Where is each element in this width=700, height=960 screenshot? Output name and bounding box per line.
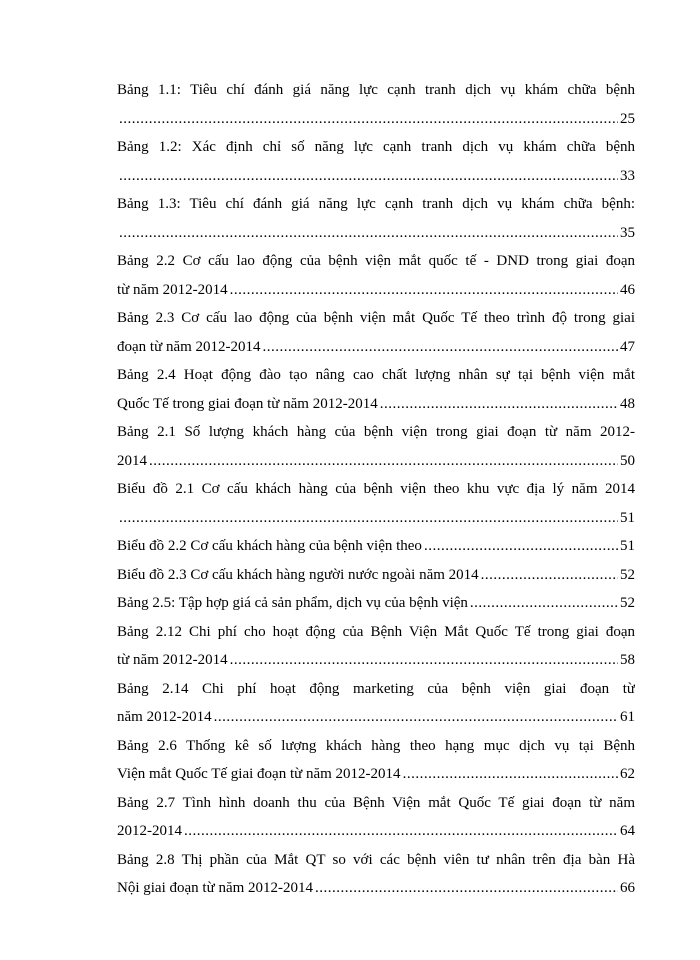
toc-entry[interactable] [117,190,635,247]
page-number: 25 [620,110,635,127]
page-number: 48 [620,395,635,412]
dot-leader [470,589,618,618]
entry-title: Bảng 2.7 Tình hình doanh thu của Bệnh Viện mắt Quốc Tế giai đoạn từ năm [117,794,635,811]
page-number: 33 [620,167,635,184]
entry-continuation: đoạn từ năm 2012-2014 [117,338,261,355]
page-number: 61 [620,709,635,725]
page-number: 64 [620,823,635,839]
entry-title: Bảng 2.6 Thống kê số lượng khách hàng theo hạng mục dịch vụ tại Bệnh [117,737,635,754]
entry-continuation: Nội giai đoạn từ năm 2012-2014 [117,880,314,896]
page-number: 52 [620,595,635,611]
dot-leader [403,760,618,789]
entry-title: Biểu đồ 2.1 Cơ cấu khách hàng của bệnh viện theo khu vực địa lý năm 2014 [117,481,635,497]
dot-leader [119,504,618,533]
dot-leader [119,162,618,191]
dot-leader [214,703,618,732]
toc-entry[interactable] [117,475,635,532]
page-number: 47 [620,338,635,355]
entry-continuation: từ năm 2012-2014 [117,281,228,298]
entry-title: Biểu đồ 2.3 Cơ cấu khách hàng người nước ngoài năm 2014 [117,566,479,583]
entry-continuation: Quốc Tế trong giai đoạn từ năm 2012-2014 [117,395,378,412]
toc-entry[interactable] [117,561,635,590]
toc-entry[interactable] [117,247,635,304]
page-number: 62 [620,766,635,782]
dot-leader [119,219,618,248]
toc-entry[interactable] [117,732,635,789]
page-number: 35 [620,224,635,241]
toc-entry[interactable] [117,133,635,190]
entry-title: Bảng 2.3 Cơ cấu lao động của bệnh viện mắt Quốc Tế theo trình độ trong giai [117,310,635,326]
toc-entry[interactable] [117,361,635,418]
page-number: 50 [620,452,635,469]
entry-continuation: năm 2012-2014 [117,709,212,725]
entry-continuation: Viện mắt Quốc Tế giai đoạn từ năm 2012-2014 [117,766,401,782]
toc-entry[interactable] [117,418,635,475]
dot-leader [230,646,618,675]
toc-entry[interactable] [117,618,635,675]
toc-entry[interactable] [117,846,635,903]
entry-continuation: 2014 [117,452,147,469]
dot-leader [380,390,618,419]
page-number: 66 [620,880,635,896]
entry-title: Bảng 2.5: Tập hợp giá cả sản phẩm, dịch vụ của bệnh viện [117,595,468,611]
toc-entry[interactable] [117,789,635,846]
toc-entry[interactable] [117,532,635,561]
entry-continuation: 2012-2014 [117,823,182,839]
page-number: 52 [620,566,635,583]
dot-leader [424,532,618,561]
entry-title: Biểu đồ 2.2 Cơ cấu khách hàng của bệnh viện theo [117,538,422,554]
toc-entry[interactable] [117,675,635,732]
entry-title: Bảng 2.14 Chi phí hoạt động marketing của bệnh viện giai đoạn từ [117,680,635,697]
list-of-tables [117,76,635,903]
page-number: 46 [620,281,635,298]
dot-leader [149,447,618,476]
entry-title: Bảng 2.8 Thị phần của Mắt QT so với các bệnh viên tư nhân trên địa bàn Hà [117,851,635,868]
dot-leader [481,561,618,590]
dot-leader [184,817,618,846]
entry-title: Bảng 2.1 Số lượng khách hàng của bệnh viện trong giai đoạn từ năm 2012- [117,424,635,440]
dot-leader [230,276,618,305]
page-number: 51 [620,538,635,554]
toc-entry[interactable] [117,76,635,133]
dot-leader [119,105,618,134]
entry-title: Bảng 1.3: Tiêu chí đánh giá năng lực cạnh tranh dịch vụ khám chữa bệnh: [117,196,635,212]
page-number: 51 [620,509,635,526]
entry-title: Bảng 1.2: Xác định chỉ số năng lực cạnh tranh dịch vụ khám chữa bệnh [117,139,635,155]
dot-leader [263,333,618,362]
entry-title: Bảng 1.1: Tiêu chí đánh giá năng lực cạnh tranh dịch vụ khám chữa bệnh [117,82,635,98]
entry-title: Bảng 2.12 Chi phí cho hoạt động của Bệnh Viện Mắt Quốc Tế trong giai đoạn [117,623,635,640]
entry-continuation: từ năm 2012-2014 [117,652,228,668]
toc-entry[interactable] [117,589,635,618]
page-number: 58 [620,652,635,668]
entry-title: Bảng 2.4 Hoạt động đào tạo nâng cao chất lượng nhân sự tại bệnh viện mắt [117,367,635,383]
toc-entry[interactable] [117,304,635,361]
dot-leader [315,874,618,903]
entry-title: Bảng 2.2 Cơ cấu lao động của bệnh viện mắt quốc tế - DND trong giai đoạn [117,253,635,269]
